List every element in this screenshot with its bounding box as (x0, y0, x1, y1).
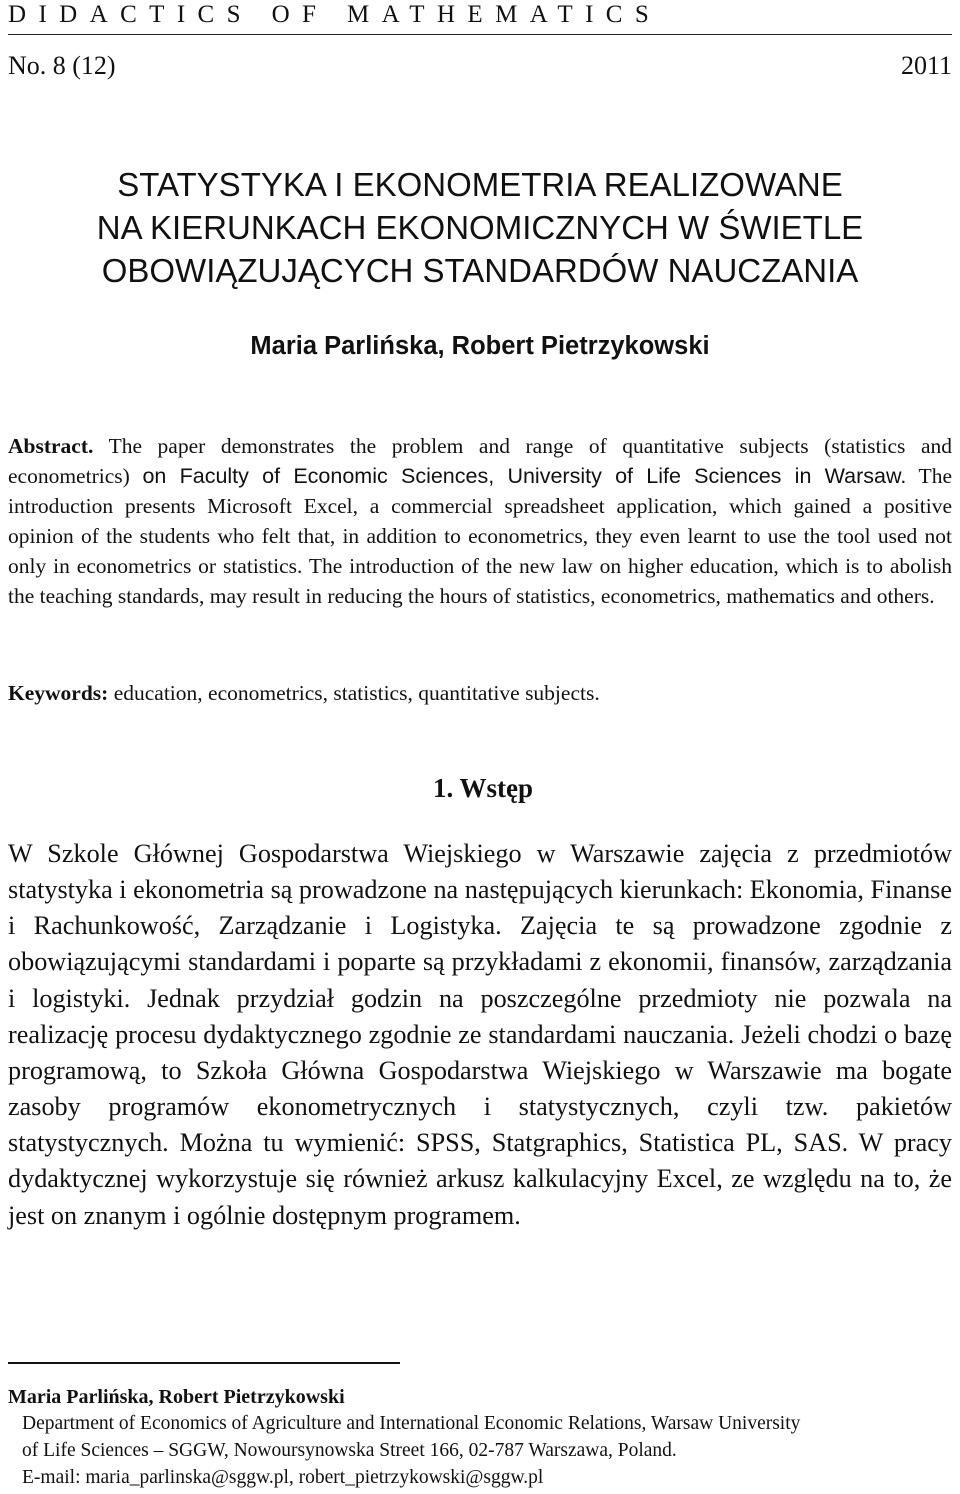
author-emails: E-mail: maria_parlinska@sggw.pl, robert_pietrzykowski@sggw.pl (22, 1467, 544, 1488)
paper-title (0, 163, 960, 292)
affiliation-line-2: of Life Sciences – SGGW, Nowoursynowska Street 166, 02-787 Warszawa, Poland. (22, 1440, 677, 1461)
abstract-label: Abstract. (8, 434, 94, 458)
abstract (8, 431, 952, 611)
issue-row (8, 50, 952, 82)
issue-year: 2011 (900, 51, 952, 80)
paper-authors: Maria Parlińska, Robert Pietrzykowski (250, 332, 710, 360)
section-heading: 1. Wstęp (432, 773, 533, 803)
footnote-divider (8, 1362, 400, 1364)
title-line-1: STATYSTYKA I EKONOMETRIA REALIZOWANE (117, 166, 843, 203)
footnote-authors: Maria Parlińska, Robert Pietrzykowski (8, 1386, 345, 1408)
keywords-text: education, econometrics, statistics, quantitative subjects. (108, 681, 600, 705)
issue-number: No. 8 (12) (8, 51, 116, 80)
abstract-text-2: on Faculty of Economic Sciences, University of Life Sciences in Warsaw. (142, 464, 907, 488)
body-paragraph: W Szkole Głównej Gospodarstwa Wiejskiego w Warszawie zajęcia z przedmiotów statystyka i ekonometria są prowadzone na następujących kierunkach: Ekonomia, Finanse i Rachunkowość, Zarządzanie i Logistyka. Zajęcia te są prowadzone zgodnie z obowiązującymi standardami i poparte są przykładami z ekonomii, finansów, zarządzania i logistyki. Jednak przydział godzin na poszczególne przedmioty nie pozwala na realizację procesu dydaktycznego zgodnie ze standardami nauczania. Jeżeli chodzi o bazę programową, to Szkoła Główna Gospodarstwa Wiejskiego w Warszawie ma bogate zasoby programów ekonometrycznych i statystycznych, czyli tzw. pakietów statystycznych. Można tu wymienić: SPSS, Statgraphics, Statistica PL, SAS. W pracy dydaktycznej wykorzystuje się również arkusz kalkulacyjny Excel, ze względu na to, że jest on znanym i ogólnie dostępnym programem. (8, 839, 952, 1230)
abstract-text-1: The paper demonstrates the problem and range of quantitative subjects (statistics and econometrics) (8, 434, 952, 488)
abstract-text-3: The introduction presents Microsoft Excel, a commercial spreadsheet application, which gained a positive opinion of the students who felt that, in addition to econometrics, they even learnt to use the tool used not only in econometrics or statistics. The introduction of the new law on higher education, which is to abolish the teaching standards, may result in reducing the hours of statistics, econometrics, mathematics and others. (8, 464, 952, 608)
keywords-label: Keywords: (8, 681, 109, 705)
footnote-affiliation (22, 1410, 954, 1491)
title-line-3: OBOWIĄZUJĄCYCH STANDARDÓW NAUCZANIA (101, 252, 859, 289)
journal-name: DIDACTICS OF MATHEMATICS (8, 0, 952, 35)
title-line-2: NA KIERUNKACH EKONOMICZNYCH W ŚWIETLE (96, 209, 864, 246)
keywords (8, 678, 952, 708)
affiliation-line-1: Department of Economics of Agriculture and International Economic Relations, Warsaw University (22, 1413, 801, 1434)
